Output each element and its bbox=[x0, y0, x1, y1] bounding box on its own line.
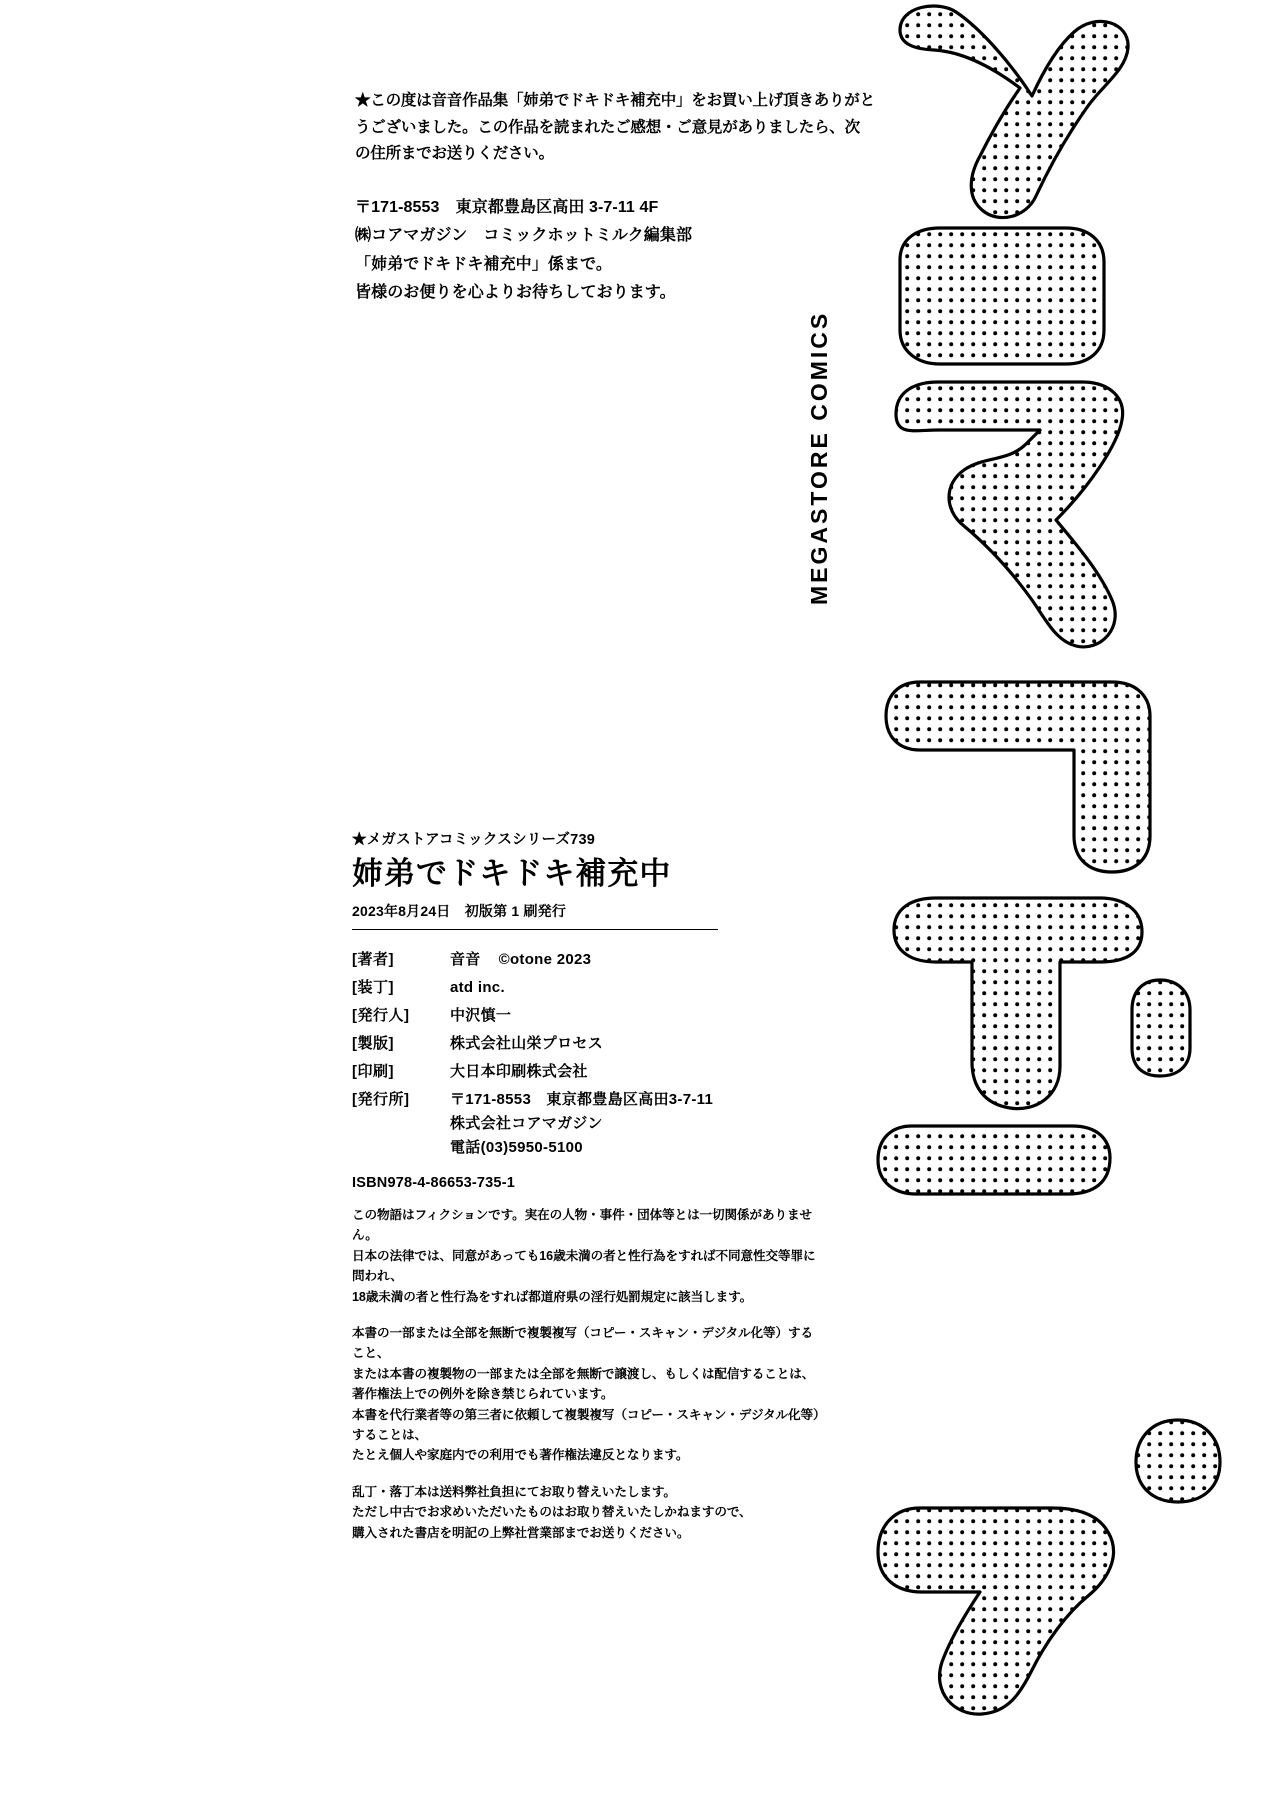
publisher-line: 〒171-8553 東京都豊島区高田3-7-11 bbox=[450, 1091, 714, 1109]
credit-row bbox=[352, 1008, 822, 1023]
isbn: ISBN978-4-86653-735-1 bbox=[352, 1175, 515, 1192]
publisher-label: [発行所] bbox=[352, 1091, 410, 1109]
address-line: ㈱コアマガジン コミックホットミルク編集部 bbox=[355, 227, 693, 245]
address-line: 「姉弟でドキドキ補充中」係まで。 bbox=[355, 255, 612, 273]
credit-label: [装丁] bbox=[352, 979, 394, 997]
page-title: 姉弟でドキドキ補充中 bbox=[352, 856, 672, 891]
credit-row bbox=[352, 1036, 822, 1051]
credit-label: [印刷] bbox=[352, 1063, 394, 1081]
legal-block: 本書の一部または全部を無断で複製複写（コピー・スキャン・デジタル化等）すること、 または本書の複製物の一部または全部を無断で譲渡し、もしくは配信することは、 著作権法上での例外を除き禁じられています。 本書を代行業者等の第三者に依頼して複製複写（コピー・スキャン・デジタル化等）することは、 たとえ個人や家庭内での利用でも著作権法違反となります。 bbox=[352, 1326, 820, 1463]
reader-mail-block bbox=[355, 88, 875, 308]
publisher-address bbox=[355, 194, 875, 308]
publisher-line: 電話(03)5950-5100 bbox=[450, 1139, 583, 1157]
credit-label: [製版] bbox=[352, 1035, 394, 1053]
publication-date: 2023年8月24日 初版第 1 刷発行 bbox=[352, 903, 567, 920]
intro-paragraph: ★この度は音音作品集「姉弟でドキドキ補充中」をお買い上げ頂きありがとうございました。この作品を読まれたご感想・ご意見がありましたら、次の住所までお送りください。 bbox=[355, 92, 875, 163]
credit-row bbox=[352, 1064, 822, 1079]
credit-value: 株式会社山栄プロセス bbox=[450, 1035, 604, 1053]
address-line: 〒171-8553 東京都豊島区高田 3-7-11 4F bbox=[355, 198, 659, 216]
credit-value: 中沢慎一 bbox=[450, 1007, 512, 1025]
address-line: 皆様のお便りを心よりお待ちしております。 bbox=[355, 284, 676, 302]
series-label: ★メガストアコミックスシリーズ739 bbox=[352, 832, 595, 848]
credits-list bbox=[352, 952, 822, 1155]
megastore-comics-brand: MEGASTORE COMICS bbox=[806, 310, 832, 606]
credit-row bbox=[352, 952, 822, 967]
colophon bbox=[352, 828, 822, 1543]
credit-label: [著者] bbox=[352, 951, 394, 969]
credit-label: [発行人] bbox=[352, 1007, 410, 1025]
legal-notices bbox=[352, 1205, 822, 1543]
credit-value: 大日本印刷株式会社 bbox=[450, 1063, 588, 1081]
legal-block: 乱丁・落丁本は送料弊社負担にてお取り替えいたします。 ただし中古でお求めいただいたものはお取り替えいたしかねますので、 購入された書店を明記の上弊社営業部までお送りください。 bbox=[352, 1484, 752, 1540]
copyright-notice: ©otone 2023 bbox=[498, 951, 592, 969]
credit-value-text: 音音 bbox=[450, 951, 481, 969]
publisher-value bbox=[450, 1092, 713, 1155]
credit-row bbox=[352, 980, 822, 995]
decorative-dotted-shapes bbox=[860, 0, 1280, 1816]
publisher-row bbox=[352, 1092, 822, 1155]
divider bbox=[352, 929, 718, 930]
publisher-line: 株式会社コアマガジン bbox=[450, 1115, 603, 1133]
legal-block: この物語はフィクションです。実在の人物・事件・団体等とは一切関係がありません。 日本の法律では、同意があっても16歳未満の者と性行為をすれば不同意性交等罪に問われ、 18歳未満の者と性行為をすれば都道府県の淫行処罰規定に該当します。 bbox=[352, 1208, 816, 1304]
credit-value: atd inc. bbox=[450, 979, 505, 997]
credit-value bbox=[450, 952, 591, 967]
